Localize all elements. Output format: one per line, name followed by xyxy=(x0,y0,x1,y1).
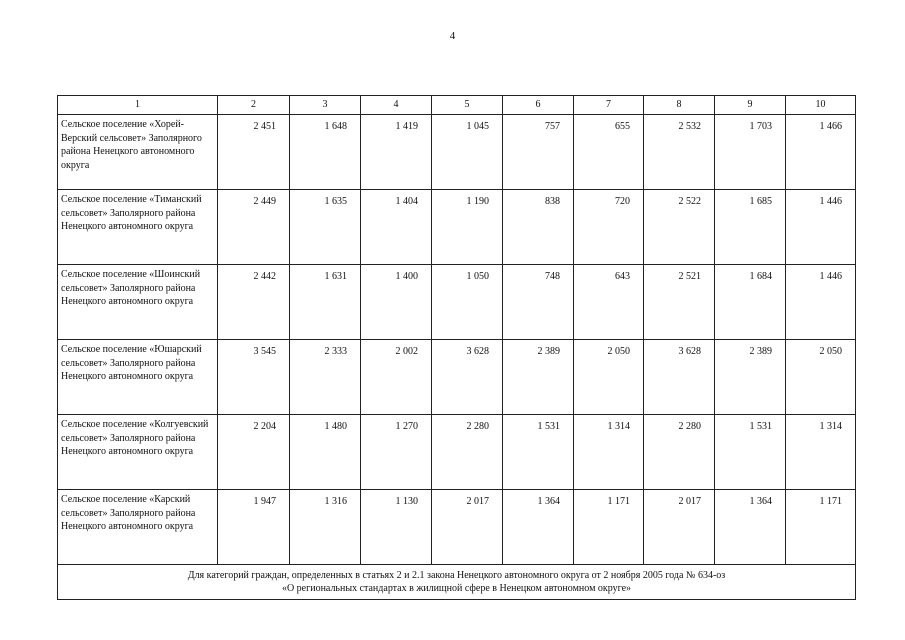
table-cell: 1 531 xyxy=(503,415,574,490)
table-cell: 1 364 xyxy=(503,490,574,565)
settlement-name: Сельское поселение «Тиманский сельсовет» Заполярного района Ненецкого автономного округа xyxy=(58,190,218,265)
table-cell: 3 628 xyxy=(432,340,503,415)
table-cell: 655 xyxy=(574,115,644,190)
table-cell: 3 628 xyxy=(644,340,715,415)
settlement-name: Сельское поселение «Карский сельсовет» Заполярного района Ненецкого автономного округа xyxy=(58,490,218,565)
table-cell: 2 204 xyxy=(218,415,290,490)
table-cell: 2 280 xyxy=(432,415,503,490)
settlement-name: Сельское поселение «Колгуевский сельсовет» Заполярного района Ненецкого автономного округа xyxy=(58,415,218,490)
column-header: 4 xyxy=(361,96,432,115)
table-cell: 3 545 xyxy=(218,340,290,415)
table-cell: 838 xyxy=(503,190,574,265)
table-row xyxy=(58,415,856,490)
table-cell: 1 400 xyxy=(361,265,432,340)
table-cell: 1 130 xyxy=(361,490,432,565)
table-cell: 2 050 xyxy=(786,340,856,415)
table-cell: 720 xyxy=(574,190,644,265)
category-note-line-2: «О региональных стандартах в жилищной сфере в Ненецком автономном округе» xyxy=(281,583,632,594)
table-cell: 1 446 xyxy=(786,265,856,340)
table-cell: 1 631 xyxy=(290,265,361,340)
category-note-line-1: Для категорий граждан, определенных в статьях 2 и 2.1 закона Ненецкого автономного округа от 2 ноября 2005 года № 634-оз xyxy=(187,569,726,581)
table-cell: 2 389 xyxy=(715,340,786,415)
table-cell: 1 364 xyxy=(715,490,786,565)
table-cell: 2 389 xyxy=(503,340,574,415)
table-cell: 1 703 xyxy=(715,115,786,190)
table-cell: 1 404 xyxy=(361,190,432,265)
table-cell: 643 xyxy=(574,265,644,340)
table-cell: 1 270 xyxy=(361,415,432,490)
table-cell: 1 466 xyxy=(786,115,856,190)
table-cell: 1 045 xyxy=(432,115,503,190)
table-cell: 1 446 xyxy=(786,190,856,265)
column-header: 9 xyxy=(715,96,786,115)
column-header: 1 xyxy=(58,96,218,115)
table-cell: 2 280 xyxy=(644,415,715,490)
table-cell: 1 171 xyxy=(786,490,856,565)
settlement-name: Сельское поселение «Шоинский сельсовет» Заполярного района Ненецкого автономного округа xyxy=(58,265,218,340)
table-cell: 2 522 xyxy=(644,190,715,265)
table-cell: 1 050 xyxy=(432,265,503,340)
data-table xyxy=(57,95,856,600)
column-header: 6 xyxy=(503,96,574,115)
table-footer-row xyxy=(58,565,856,600)
table-cell: 2 050 xyxy=(574,340,644,415)
table-cell: 2 532 xyxy=(644,115,715,190)
column-header: 3 xyxy=(290,96,361,115)
column-header: 5 xyxy=(432,96,503,115)
table-cell: 1 648 xyxy=(290,115,361,190)
table-cell: 1 190 xyxy=(432,190,503,265)
page-number: 4 xyxy=(449,30,456,42)
table-cell: 2 521 xyxy=(644,265,715,340)
table-row xyxy=(58,490,856,565)
table-cell: 2 449 xyxy=(218,190,290,265)
table-cell: 1 685 xyxy=(715,190,786,265)
table-cell: 1 480 xyxy=(290,415,361,490)
table-cell: 2 017 xyxy=(432,490,503,565)
table-cell: 1 314 xyxy=(574,415,644,490)
column-header: 8 xyxy=(644,96,715,115)
table-cell: 2 002 xyxy=(361,340,432,415)
table-row xyxy=(58,115,856,190)
column-header: 2 xyxy=(218,96,290,115)
table-cell: 2 333 xyxy=(290,340,361,415)
table-cell: 2 451 xyxy=(218,115,290,190)
table-header-row xyxy=(58,96,856,115)
table-cell: 1 947 xyxy=(218,490,290,565)
column-header: 10 xyxy=(786,96,856,115)
table-row xyxy=(58,265,856,340)
table-cell: 1 531 xyxy=(715,415,786,490)
table-row xyxy=(58,340,856,415)
table-cell: 757 xyxy=(503,115,574,190)
table-cell: 1 314 xyxy=(786,415,856,490)
category-note xyxy=(58,565,856,600)
table-cell: 1 684 xyxy=(715,265,786,340)
table-cell: 1 171 xyxy=(574,490,644,565)
table-cell: 2 017 xyxy=(644,490,715,565)
table-cell: 2 442 xyxy=(218,265,290,340)
table-cell: 1 316 xyxy=(290,490,361,565)
settlement-name: Сельское поселение «Юшарский сельсовет» Заполярного района Ненецкого автономного округа xyxy=(58,340,218,415)
table-cell: 1 419 xyxy=(361,115,432,190)
column-header: 7 xyxy=(574,96,644,115)
table-cell: 748 xyxy=(503,265,574,340)
settlement-name: Сельское поселение «Хорей-Верский сельсовет» Заполярного района Ненецкого автономного округа xyxy=(58,115,218,190)
table-cell: 1 635 xyxy=(290,190,361,265)
table-row xyxy=(58,190,856,265)
